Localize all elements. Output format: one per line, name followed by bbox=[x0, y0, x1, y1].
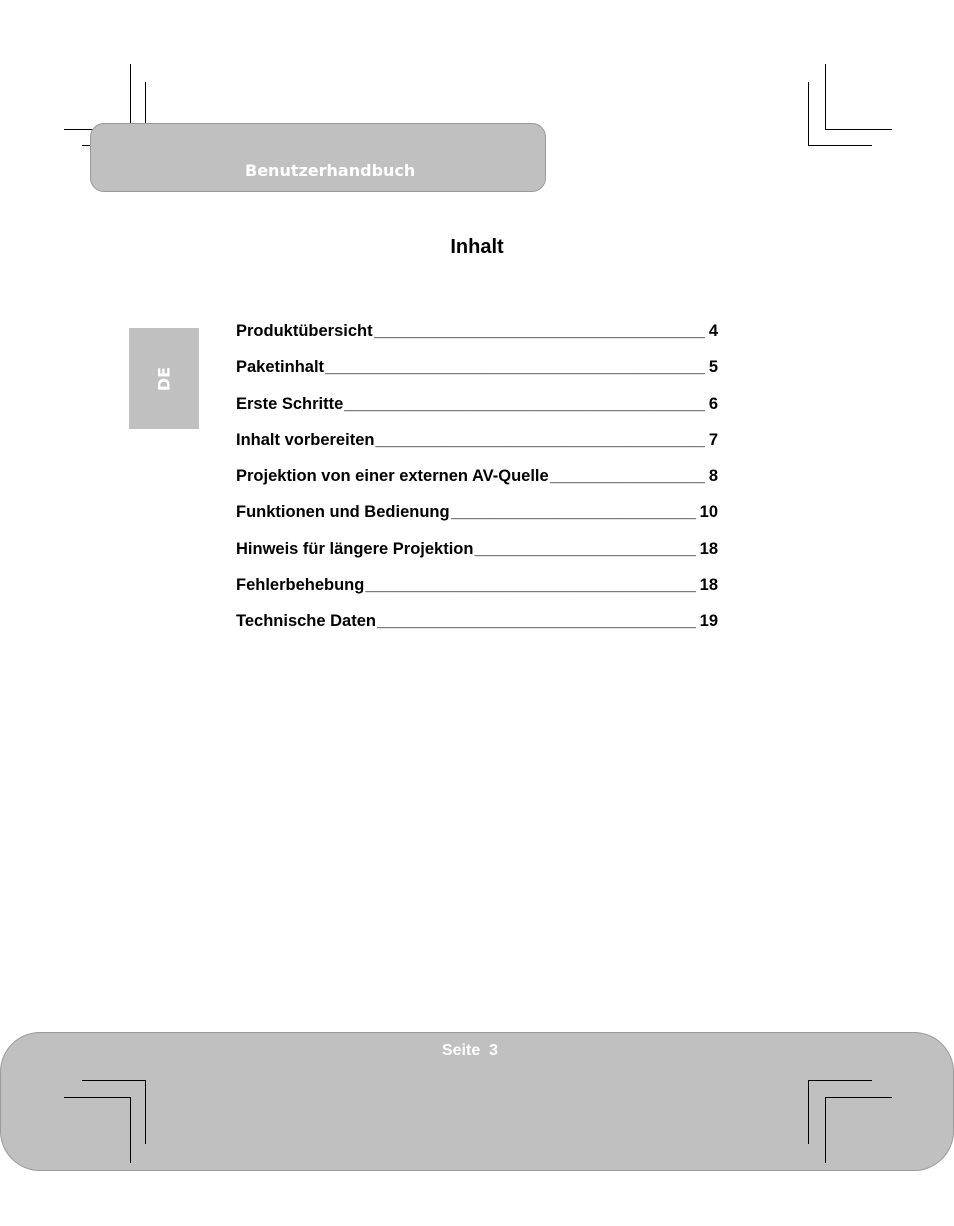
crop-mark-top-right-inner-vertical bbox=[825, 64, 826, 130]
toc-entry-page: 7 bbox=[708, 430, 718, 449]
toc-entry-label: Funktionen und Bedienung bbox=[236, 503, 450, 522]
crop-mark-bottom-left-outer-vertical bbox=[145, 1080, 146, 1144]
toc-entry-leader bbox=[550, 467, 705, 486]
toc-entry[interactable] bbox=[236, 467, 718, 503]
toc-entry-page: 8 bbox=[708, 467, 718, 486]
toc-entry[interactable] bbox=[236, 358, 718, 394]
crop-mark-bottom-right-outer-vertical bbox=[808, 1080, 809, 1144]
toc-entry-page: 4 bbox=[708, 322, 718, 340]
language-tab bbox=[129, 328, 199, 429]
toc-entry-page: 5 bbox=[708, 358, 718, 377]
crop-mark-bottom-left-inner-horizontal bbox=[64, 1097, 131, 1098]
language-tab-label: DE bbox=[154, 366, 174, 391]
toc-entry-leader bbox=[344, 395, 705, 414]
toc-entry[interactable] bbox=[236, 395, 718, 431]
crop-mark-top-right-outer-horizontal bbox=[808, 145, 872, 146]
toc-entry-label: Technische Daten bbox=[236, 612, 376, 631]
crop-mark-bottom-right-inner-vertical bbox=[825, 1097, 826, 1163]
header-title: Benutzerhandbuch bbox=[245, 161, 416, 180]
toc-entry-label: Erste Schritte bbox=[236, 394, 344, 413]
page-title: Inhalt bbox=[450, 236, 504, 258]
toc-entry[interactable] bbox=[236, 503, 718, 539]
toc-entry-page: 18 bbox=[699, 539, 718, 558]
toc-entry-leader bbox=[374, 322, 705, 341]
toc-entry[interactable] bbox=[236, 576, 718, 612]
toc-entry[interactable] bbox=[236, 431, 718, 467]
toc-entry[interactable] bbox=[236, 322, 718, 358]
toc-entry-page: 18 bbox=[699, 576, 718, 595]
toc-entry-leader bbox=[377, 612, 696, 631]
toc-entry-label: Projektion von einer externen AV-Quelle bbox=[236, 467, 549, 486]
crop-mark-top-right-outer-vertical bbox=[808, 82, 809, 146]
toc-entry-leader bbox=[365, 576, 695, 595]
toc-entry[interactable] bbox=[236, 540, 718, 576]
crop-mark-top-right-inner-horizontal bbox=[825, 129, 892, 130]
toc-entry-leader bbox=[325, 358, 705, 377]
toc-entry-label: Inhalt vorbereiten bbox=[236, 430, 375, 449]
footer-page-number: Seite 3 bbox=[441, 1042, 499, 1059]
crop-mark-bottom-left-inner-vertical bbox=[130, 1097, 131, 1163]
toc-entry-page: 19 bbox=[699, 612, 718, 631]
crop-mark-bottom-right-inner-horizontal bbox=[825, 1097, 892, 1098]
toc-entry-leader bbox=[451, 503, 696, 522]
toc-entry-leader bbox=[474, 540, 695, 559]
crop-mark-bottom-left-outer-horizontal bbox=[82, 1080, 146, 1081]
crop-mark-bottom-right-outer-horizontal bbox=[808, 1080, 872, 1081]
toc-entry-page: 6 bbox=[708, 394, 718, 413]
crop-mark-top-left-inner-vertical bbox=[130, 64, 131, 130]
toc-entry-label: Paketinhalt bbox=[236, 358, 325, 377]
toc-entry-page: 10 bbox=[699, 503, 718, 522]
toc-entry[interactable] bbox=[236, 612, 718, 648]
toc-entry-label: Hinweis für längere Projektion bbox=[236, 539, 474, 558]
toc-entry-label: Fehlerbehebung bbox=[236, 576, 365, 595]
table-of-contents bbox=[236, 322, 718, 649]
toc-entry-leader bbox=[375, 431, 704, 450]
toc-entry-label: Produktübersicht bbox=[236, 322, 373, 340]
